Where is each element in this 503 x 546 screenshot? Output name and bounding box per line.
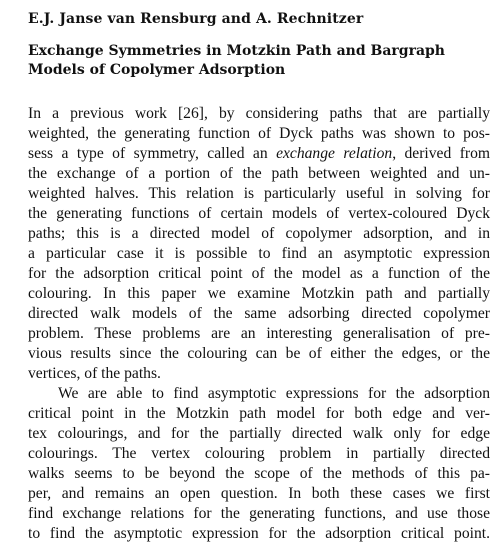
text-line: paths; this is a directed model of copolymer adsorption, and in — [28, 225, 490, 242]
text-line: directed walk models of the same adsorbing directed copolymer — [28, 305, 490, 322]
text-line: to find the asymptotic expression for the adsorption critical point. — [28, 525, 490, 542]
text-run: , derived from — [392, 145, 491, 162]
abstract-paragraph-2 — [28, 384, 490, 544]
text-line: find exchange relations for the generating functions, and use those — [28, 505, 490, 522]
text-line: vious results since the colouring can be of either the edges, or the — [28, 345, 490, 362]
title-line: Models of Copolymer Adsorption — [28, 62, 286, 78]
emphasized-term: exchange relation — [276, 145, 393, 162]
text-line: problem. These problems are an interesting generalisation of pre- — [28, 325, 490, 342]
paper-title — [28, 42, 490, 80]
text-line: weighted, the generating function of Dyck paths was shown to pos- — [28, 125, 490, 142]
text-line: colouring. In this paper we examine Motzkin path and partially — [28, 285, 490, 302]
text-line: In a previous work [26], by considering paths that are partially — [28, 105, 490, 122]
text-line: colourings. The vertex colouring problem in partially directed — [28, 445, 490, 462]
text-line: for the adsorption critical point of the model as a function of the — [28, 265, 490, 282]
text-line: weighted halves. This relation is particularly useful in solving for — [28, 185, 490, 202]
text-line: the generating functions of certain models of vertex-coloured Dyck — [28, 205, 490, 222]
abstract-paragraph-1 — [28, 104, 490, 384]
text-line: tex colourings, and for the partially directed walk only for edge — [28, 425, 490, 442]
paper-page — [28, 10, 490, 544]
text-line — [28, 144, 490, 164]
authors: E.J. Janse van Rensburg and A. Rechnitzer — [28, 11, 364, 27]
text-line: We are able to find asymptotic expressions for the adsorption — [58, 385, 490, 402]
text-line: walks seems to be beyond the scope of the methods of this pa- — [28, 465, 490, 482]
title-line: Exchange Symmetries in Motzkin Path and Bargraph — [28, 43, 445, 59]
text-line: a particular case it is possible to find an asymptotic expression — [28, 245, 490, 262]
text-line: the exchange of a portion of the path between weighted and un- — [28, 165, 490, 182]
text-line: vertices, of the paths. — [28, 365, 161, 382]
text-line: per, and remains an open question. In both these cases we first — [28, 485, 490, 502]
text-line: critical point in the Motzkin path model for both edge and ver- — [28, 405, 490, 422]
abstract — [28, 104, 490, 544]
text-run: sess a type of symmetry, called an — [28, 145, 277, 162]
